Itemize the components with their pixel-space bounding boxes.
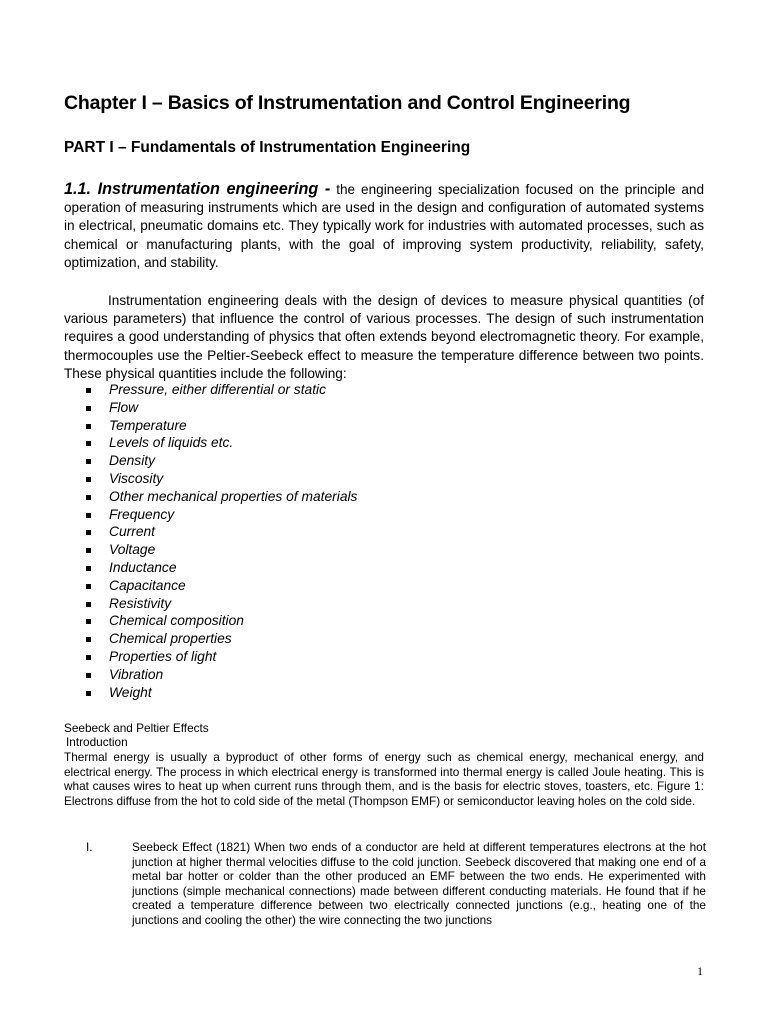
quantities-list	[86, 381, 357, 701]
section-1-1-paragraph	[64, 180, 704, 272]
introduction-paragraph: Thermal energy is usually a byproduct of other forms of energy such as chemical energy, mechanical energy, and electrical energy. The process in which electrical energy is transformed into thermal energy is called Joule heating. This is what causes wires to heat up when current runs through them, and is the basis for electric stoves, toasters, etc. Figure 1: Electrons diffuse from the hot to cold side of the metal (Thompson EMF) or semiconductor leaving holes on the cold side.	[64, 750, 704, 808]
page-number: 1	[697, 964, 703, 978]
seebeck-heading: Seebeck and Peltier Effects	[64, 721, 209, 735]
introduction-label: Introduction	[66, 735, 128, 749]
list-item: Density	[86, 452, 357, 470]
list-item: Flow	[86, 399, 357, 417]
list-item: Capacitance	[86, 577, 357, 595]
part-title: PART I – Fundamentals of Instrumentation Engineering	[64, 139, 471, 156]
body-paragraph: Instrumentation engineering deals with the design of devices to measure physical quantities (of various parameters) that influence the control of various processes. The design of such instrumentation requires a good understanding of physics that often extends beyond electromagnetic theory. For example, thermocouples use the Peltier-Seebeck effect to measure the temperature difference between two points. These physical quantities include the following:	[64, 293, 704, 381]
section-lead-term: 1.1. Instrumentation engineering -	[64, 180, 331, 198]
numbered-item	[86, 840, 706, 928]
chapter-title: Chapter I – Basics of Instrumentation and Control Engineering	[64, 92, 631, 114]
list-item: Resistivity	[86, 595, 357, 613]
item-number: I.	[86, 840, 93, 854]
list-item: Weight	[86, 684, 357, 702]
list-item: Levels of liquids etc.	[86, 434, 357, 452]
list-item: Temperature	[86, 417, 357, 435]
section-definition: the engineering specialization focused on the principle and operation of measuring instruments which are used in the design and configuration of automated systems in electrical, pneumatic domains etc. They typically work for industries with automated processes, such as chemical or manufacturing plants, with the goal of improving system productivity, reliability, safety, optimization, and stability.	[64, 182, 705, 270]
list-item: Other mechanical properties of materials	[86, 488, 357, 506]
list-item: Chemical properties	[86, 630, 357, 648]
list-item: Inductance	[86, 559, 357, 577]
list-item: Chemical composition	[86, 612, 357, 630]
list-item: Voltage	[86, 541, 357, 559]
list-item: Properties of light	[86, 648, 357, 666]
list-item: Current	[86, 523, 357, 541]
list-item: Viscosity	[86, 470, 357, 488]
list-item: Vibration	[86, 666, 357, 684]
list-item: Pressure, either differential or static	[86, 381, 357, 399]
list-item: Frequency	[86, 506, 357, 524]
seebeck-effect-text: Seebeck Effect (1821) When two ends of a conductor are held at different temperatures electrons at the hot junction at higher thermal velocities diffuse to the cold junction. Seebeck discovered that making one end of a metal bar hotter or colder than the other produced an EMF between the two ends. He experimented with junctions (simple mechanical connections) made between different conducting materials. He found that if he created a temperature difference between two electrically connected junctions (e.g., heating one of the junctions and cooling the other) the wire connecting the two junctions	[132, 840, 706, 927]
